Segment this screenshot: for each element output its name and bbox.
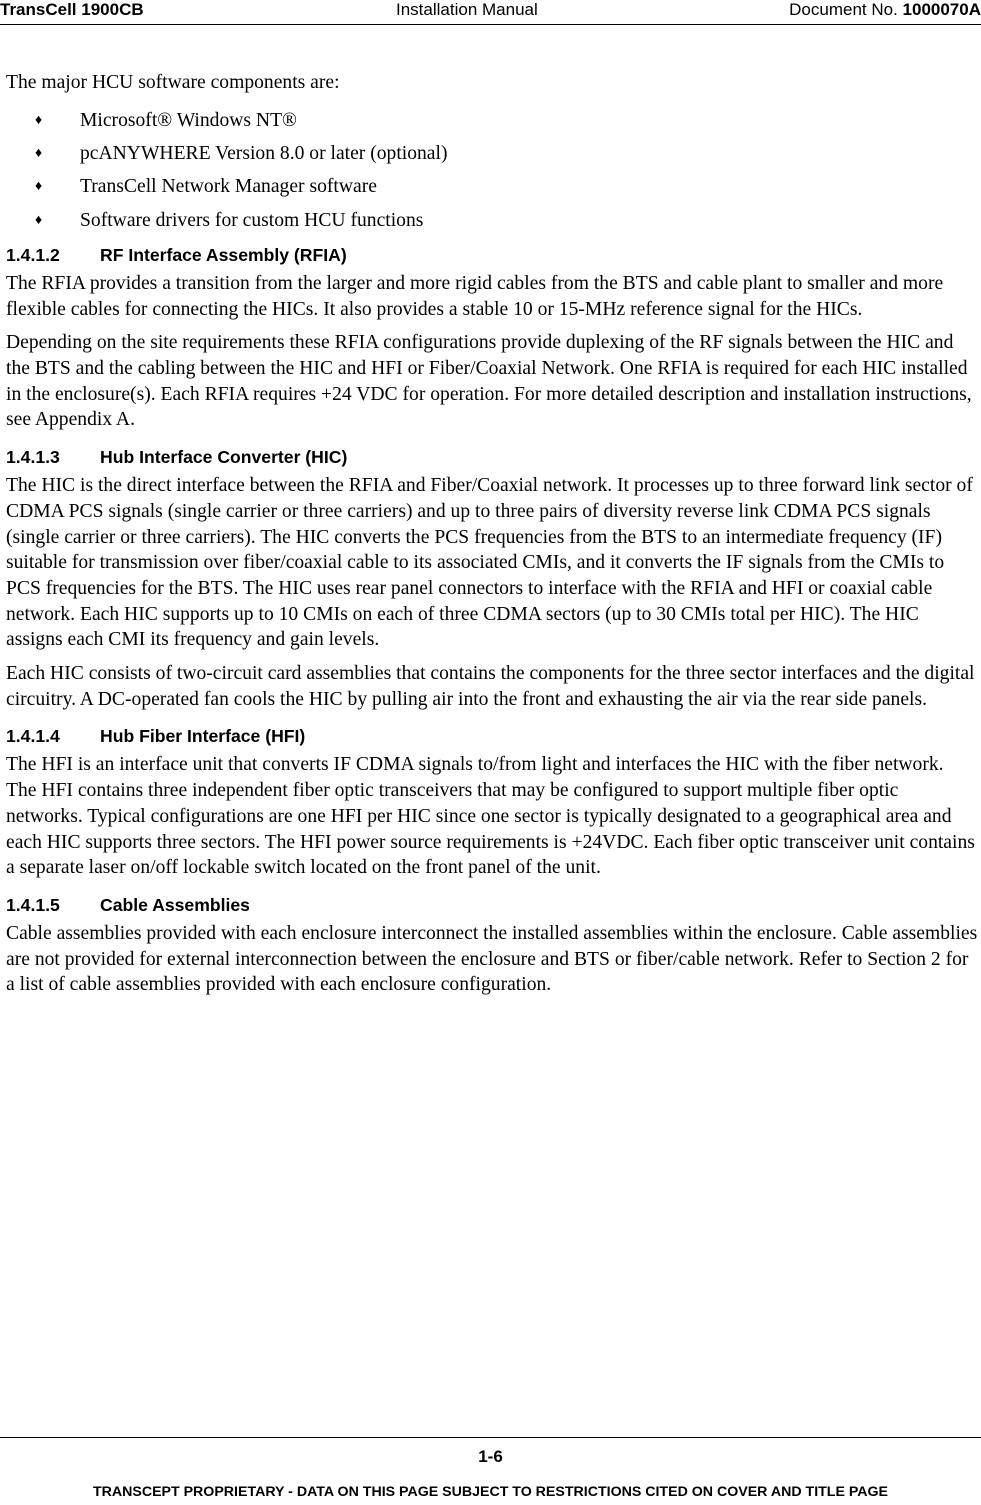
diamond-bullet-icon: ♦ <box>35 112 43 128</box>
list-item <box>6 204 978 237</box>
section-title: RF Interface Assembly (RFIA) <box>100 244 347 265</box>
cable-assemblies-paragraph-1: Cable assemblies provided with each enclosure interconnect the installed assemblies within the enclosure. Cable assemblies are not provided for external interconnection between the enclosure and BTS or fiber/cable network. Refer to Section 2 for a list of cable assemblies provided with each enclosure configuration. <box>6 922 978 996</box>
hfi-paragraph-1: The HFI is an interface unit that converts IF CDMA signals to/from light and interfaces the HIC with the fiber network. The HFI contains three independent fiber optic transceivers that may be configured to support multiple fiber optic networks. Typical configurations are one HFI per HIC since one sector is typically designated to a geographical area and each HIC supports three sectors. The HFI power source requirements is +24VDC. Each fiber optic transceiver unit contains a separate laser on/off lockable switch located on the front panel of the unit. <box>6 754 975 879</box>
page-number: 1-6 <box>478 1447 503 1466</box>
diamond-bullet-icon: ♦ <box>35 146 43 161</box>
list-item <box>6 104 978 137</box>
header-manual-title: Installation Manual <box>396 0 538 19</box>
hic-paragraph-1: The HIC is the direct interface between the RFIA and Fiber/Coaxial network. It processes up to three forward link sector of CDMA PCS signals (single carrier or three carriers) and up to three pairs of diversity reverse link CDMA PCS signals (single carrier or three carriers). The HIC converts the PCS frequencies from the BTS to an intermediate frequency (IF) suitable for transmission over fiber/coaxial cable to its associated CMIs, and it converts the IF signals from the CMIs to PCS frequencies for the BTS. The HIC uses rear panel connectors to interface with the RFIA and HFI or coaxial cable network. Each HIC supports up to 10 CMIs on each of three CDMA sectors (up to 30 CMIs total per HIC). The HIC assigns each CMI its frequency and gain levels. <box>6 475 973 651</box>
section-number: 1.4.1.2 <box>6 244 60 265</box>
intro-paragraph: The major HCU software components are: <box>6 72 340 93</box>
header-document-number <box>789 0 981 20</box>
page-body <box>6 70 978 1006</box>
section-heading-hic <box>6 445 978 469</box>
section-number: 1.4.1.3 <box>6 447 60 468</box>
section-title: Hub Fiber Interface (HFI) <box>100 726 306 747</box>
list-item <box>6 137 978 170</box>
software-components-list <box>6 104 978 237</box>
hic-paragraph-2: Each HIC consists of two-circuit card assemblies that contains the components for the three sector interfaces and the digital circuitry. A DC-operated fan cools the HIC by pulling air into the front and exhausting the air via the rear side panels. <box>6 663 975 710</box>
proprietary-notice: TRANSCEPT PROPRIETARY - DATA ON THIS PAGE SUBJECT TO RESTRICTIONS CITED ON COVER AND TITLE PAGE <box>92 1484 889 1500</box>
section-heading-rfia <box>6 243 978 267</box>
rfia-paragraph-2: Depending on the site requirements these RFIA configurations provide duplexing of the RF signals between the HIC and the BTS and the cabling between the HIC and HFI or Fiber/Coaxial Network. One RFIA is required for each HIC installed in the enclosure(s). Each RFIA requires +24 VDC for operation. For more detailed description and installation instructions, see Appendix A. <box>6 332 972 431</box>
list-item-text: Software drivers for custom HCU functions <box>80 209 424 231</box>
section-title: Hub Interface Converter (HIC) <box>100 447 348 468</box>
section-heading-hfi <box>6 724 978 748</box>
list-item-text: pcANYWHERE Version 8.0 or later (optional) <box>80 143 448 164</box>
header-doc-number: 1000070A <box>902 0 981 19</box>
section-title: Cable Assemblies <box>100 894 250 915</box>
diamond-bullet-icon: ♦ <box>35 212 43 228</box>
page-header <box>0 0 981 26</box>
section-number: 1.4.1.5 <box>6 894 60 915</box>
header-rule <box>0 24 981 25</box>
list-item <box>6 170 978 203</box>
list-item-text: Microsoft® Windows NT® <box>80 109 297 131</box>
header-doc-label: Document No. <box>789 0 903 19</box>
header-product: TransCell 1900CB <box>0 0 144 19</box>
section-heading-cable-assemblies <box>6 893 978 917</box>
rfia-paragraph-1: The RFIA provides a transition from the larger and more rigid cables from the BTS and cable plant to smaller and more flexible cables for connecting the HICs. It also provides a stable 10 or 15-MHz reference signal for the HICs. <box>6 272 944 320</box>
footer-rule <box>0 1437 981 1438</box>
list-item-text: TransCell Network Manager software <box>80 176 377 198</box>
diamond-bullet-icon: ♦ <box>35 179 43 195</box>
section-number: 1.4.1.4 <box>6 726 60 747</box>
